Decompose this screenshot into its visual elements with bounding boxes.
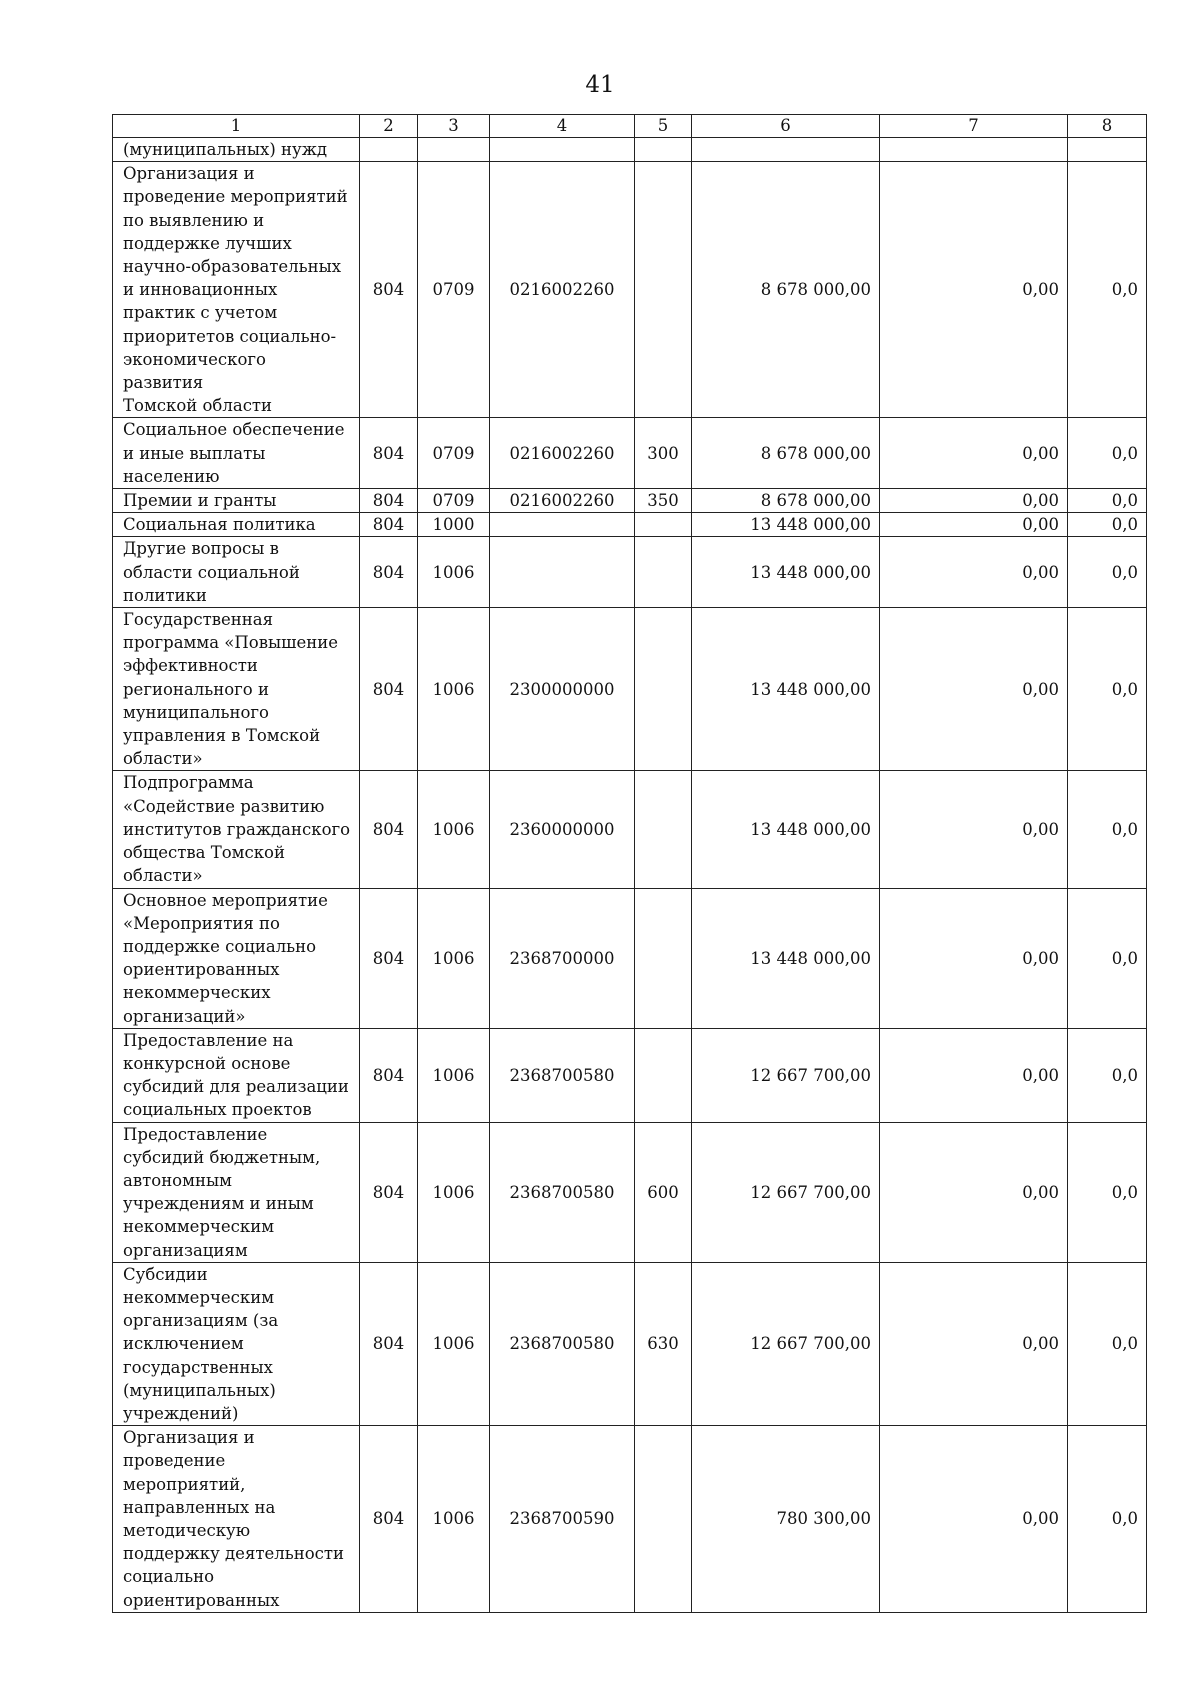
cell-amount-col6: 12 667 700,00 bbox=[692, 1028, 880, 1122]
cell-amount-col7: 0,00 bbox=[880, 1426, 1068, 1613]
cell-amount-col6: 8 678 000,00 bbox=[692, 162, 880, 418]
cell-amount-col8: 0,0 bbox=[1068, 1122, 1147, 1262]
row-description: Другие вопросы в области социальной политики bbox=[113, 537, 360, 608]
cell-amount-col7: 0,00 bbox=[880, 1028, 1068, 1122]
column-header: 4 bbox=[490, 115, 635, 138]
cell-amount-col8: 0,0 bbox=[1068, 608, 1147, 771]
row-description: Предоставление на конкурсной основе субсидий для реализации социальных проектов bbox=[113, 1028, 360, 1122]
cell-target-article bbox=[490, 537, 635, 608]
table-row bbox=[113, 888, 1147, 1028]
cell-target-article: 0216002260 bbox=[490, 162, 635, 418]
cell-amount-col6: 12 667 700,00 bbox=[692, 1122, 880, 1262]
column-header: 3 bbox=[418, 115, 490, 138]
cell-ministry-code: 804 bbox=[360, 537, 418, 608]
cell-amount-col7: 0,00 bbox=[880, 513, 1068, 537]
table-row bbox=[113, 537, 1147, 608]
cell-section-code: 1000 bbox=[418, 513, 490, 537]
cell-section-code: 1006 bbox=[418, 1262, 490, 1425]
cell-amount-col8: 0,0 bbox=[1068, 1426, 1147, 1613]
cell-amount-col8: 0,0 bbox=[1068, 1262, 1147, 1425]
cell-section-code: 1006 bbox=[418, 608, 490, 771]
table-row bbox=[113, 513, 1147, 537]
cell-expense-type bbox=[635, 888, 692, 1028]
cell-section-code: 1006 bbox=[418, 537, 490, 608]
table-header-row bbox=[113, 115, 1147, 138]
cell-amount-col7: 0,00 bbox=[880, 418, 1068, 489]
table-row bbox=[113, 771, 1147, 888]
cell-amount-col8: 0,0 bbox=[1068, 771, 1147, 888]
cell-ministry-code: 804 bbox=[360, 1028, 418, 1122]
cell-ministry-code: 804 bbox=[360, 418, 418, 489]
table-row bbox=[113, 489, 1147, 513]
cell-amount-col6: 13 448 000,00 bbox=[692, 771, 880, 888]
cell-ministry-code: 804 bbox=[360, 513, 418, 537]
column-header: 7 bbox=[880, 115, 1068, 138]
cell-target-article bbox=[490, 513, 635, 537]
cell-amount-col8: 0,0 bbox=[1068, 418, 1147, 489]
table-row bbox=[113, 418, 1147, 489]
cell-amount-col6: 13 448 000,00 bbox=[692, 513, 880, 537]
cell-target-article: 2368700590 bbox=[490, 1426, 635, 1613]
cell-amount-col7: 0,00 bbox=[880, 608, 1068, 771]
cell-amount-col7: 0,00 bbox=[880, 162, 1068, 418]
cell-amount-col8: 0,0 bbox=[1068, 489, 1147, 513]
row-description: Подпрограмма «Содействие развитию институтов гражданского общества Томской области» bbox=[113, 771, 360, 888]
cell-ministry-code bbox=[360, 138, 418, 162]
cell-expense-type: 630 bbox=[635, 1262, 692, 1425]
cell-amount-col8: 0,0 bbox=[1068, 513, 1147, 537]
cell-amount-col7 bbox=[880, 138, 1068, 162]
cell-amount-col8: 0,0 bbox=[1068, 537, 1147, 608]
table-row bbox=[113, 608, 1147, 771]
row-description: Социальное обеспечение и иные выплаты населению bbox=[113, 418, 360, 489]
cell-expense-type bbox=[635, 1426, 692, 1613]
cell-section-code: 0709 bbox=[418, 418, 490, 489]
cell-ministry-code: 804 bbox=[360, 1426, 418, 1613]
cell-section-code: 1006 bbox=[418, 1122, 490, 1262]
cell-ministry-code: 804 bbox=[360, 1262, 418, 1425]
cell-amount-col8: 0,0 bbox=[1068, 888, 1147, 1028]
cell-amount-col6 bbox=[692, 138, 880, 162]
cell-amount-col6: 13 448 000,00 bbox=[692, 888, 880, 1028]
cell-target-article: 2368700580 bbox=[490, 1028, 635, 1122]
cell-target-article: 2368700580 bbox=[490, 1262, 635, 1425]
cell-expense-type bbox=[635, 537, 692, 608]
cell-ministry-code: 804 bbox=[360, 162, 418, 418]
cell-amount-col6: 8 678 000,00 bbox=[692, 489, 880, 513]
cell-expense-type: 350 bbox=[635, 489, 692, 513]
cell-target-article bbox=[490, 138, 635, 162]
row-description: (муниципальных) нужд bbox=[113, 138, 360, 162]
table-row bbox=[113, 1122, 1147, 1262]
table-row bbox=[113, 1426, 1147, 1613]
cell-amount-col7: 0,00 bbox=[880, 489, 1068, 513]
budget-table bbox=[112, 114, 1147, 1613]
cell-expense-type bbox=[635, 1028, 692, 1122]
row-description: Субсидии некоммерческим организациям (за исключением государственных (муниципальных) учреждений) bbox=[113, 1262, 360, 1425]
cell-amount-col8 bbox=[1068, 138, 1147, 162]
cell-expense-type: 600 bbox=[635, 1122, 692, 1262]
cell-section-code: 0709 bbox=[418, 489, 490, 513]
table-row bbox=[113, 138, 1147, 162]
column-header: 8 bbox=[1068, 115, 1147, 138]
cell-section-code bbox=[418, 138, 490, 162]
cell-target-article: 2368700580 bbox=[490, 1122, 635, 1262]
cell-expense-type bbox=[635, 162, 692, 418]
cell-ministry-code: 804 bbox=[360, 608, 418, 771]
row-description: Организация и проведение мероприятий по выявлению и поддержке лучших научно-образовательных и инновационных практик с учетом приоритетов социально- экономического развития Томской области bbox=[113, 162, 360, 418]
cell-amount-col6: 13 448 000,00 bbox=[692, 608, 880, 771]
cell-ministry-code: 804 bbox=[360, 771, 418, 888]
cell-ministry-code: 804 bbox=[360, 1122, 418, 1262]
column-header: 5 bbox=[635, 115, 692, 138]
cell-expense-type bbox=[635, 771, 692, 888]
cell-section-code: 1006 bbox=[418, 888, 490, 1028]
row-description: Социальная политика bbox=[113, 513, 360, 537]
row-description: Предоставление субсидий бюджетным, автономным учреждениям и иным некоммерческим организациям bbox=[113, 1122, 360, 1262]
cell-amount-col7: 0,00 bbox=[880, 1262, 1068, 1425]
cell-expense-type bbox=[635, 608, 692, 771]
cell-amount-col6: 13 448 000,00 bbox=[692, 537, 880, 608]
row-description: Премии и гранты bbox=[113, 489, 360, 513]
page-number: 41 bbox=[585, 72, 615, 98]
cell-target-article: 2368700000 bbox=[490, 888, 635, 1028]
cell-target-article: 0216002260 bbox=[490, 418, 635, 489]
cell-target-article: 2360000000 bbox=[490, 771, 635, 888]
table-row bbox=[113, 1262, 1147, 1425]
cell-expense-type bbox=[635, 138, 692, 162]
cell-amount-col8: 0,0 bbox=[1068, 162, 1147, 418]
cell-amount-col7: 0,00 bbox=[880, 888, 1068, 1028]
cell-expense-type bbox=[635, 513, 692, 537]
cell-target-article: 0216002260 bbox=[490, 489, 635, 513]
cell-amount-col7: 0,00 bbox=[880, 537, 1068, 608]
cell-amount-col6: 12 667 700,00 bbox=[692, 1262, 880, 1425]
table-row bbox=[113, 1028, 1147, 1122]
cell-target-article: 2300000000 bbox=[490, 608, 635, 771]
cell-section-code: 1006 bbox=[418, 1426, 490, 1613]
cell-section-code: 1006 bbox=[418, 1028, 490, 1122]
column-header: 2 bbox=[360, 115, 418, 138]
cell-amount-col7: 0,00 bbox=[880, 1122, 1068, 1262]
cell-section-code: 0709 bbox=[418, 162, 490, 418]
cell-ministry-code: 804 bbox=[360, 888, 418, 1028]
cell-amount-col6: 8 678 000,00 bbox=[692, 418, 880, 489]
column-header: 6 bbox=[692, 115, 880, 138]
column-header: 1 bbox=[113, 115, 360, 138]
table-row bbox=[113, 162, 1147, 418]
row-description: Организация и проведение мероприятий, направленных на методическую поддержку деятельности социально ориентированных bbox=[113, 1426, 360, 1613]
cell-amount-col6: 780 300,00 bbox=[692, 1426, 880, 1613]
row-description: Государственная программа «Повышение эффективности регионального и муниципального управления в Томской области» bbox=[113, 608, 360, 771]
cell-section-code: 1006 bbox=[418, 771, 490, 888]
cell-amount-col8: 0,0 bbox=[1068, 1028, 1147, 1122]
cell-amount-col7: 0,00 bbox=[880, 771, 1068, 888]
row-description: Основное мероприятие «Мероприятия по поддержке социально ориентированных некоммерческих организаций» bbox=[113, 888, 360, 1028]
cell-expense-type: 300 bbox=[635, 418, 692, 489]
cell-ministry-code: 804 bbox=[360, 489, 418, 513]
